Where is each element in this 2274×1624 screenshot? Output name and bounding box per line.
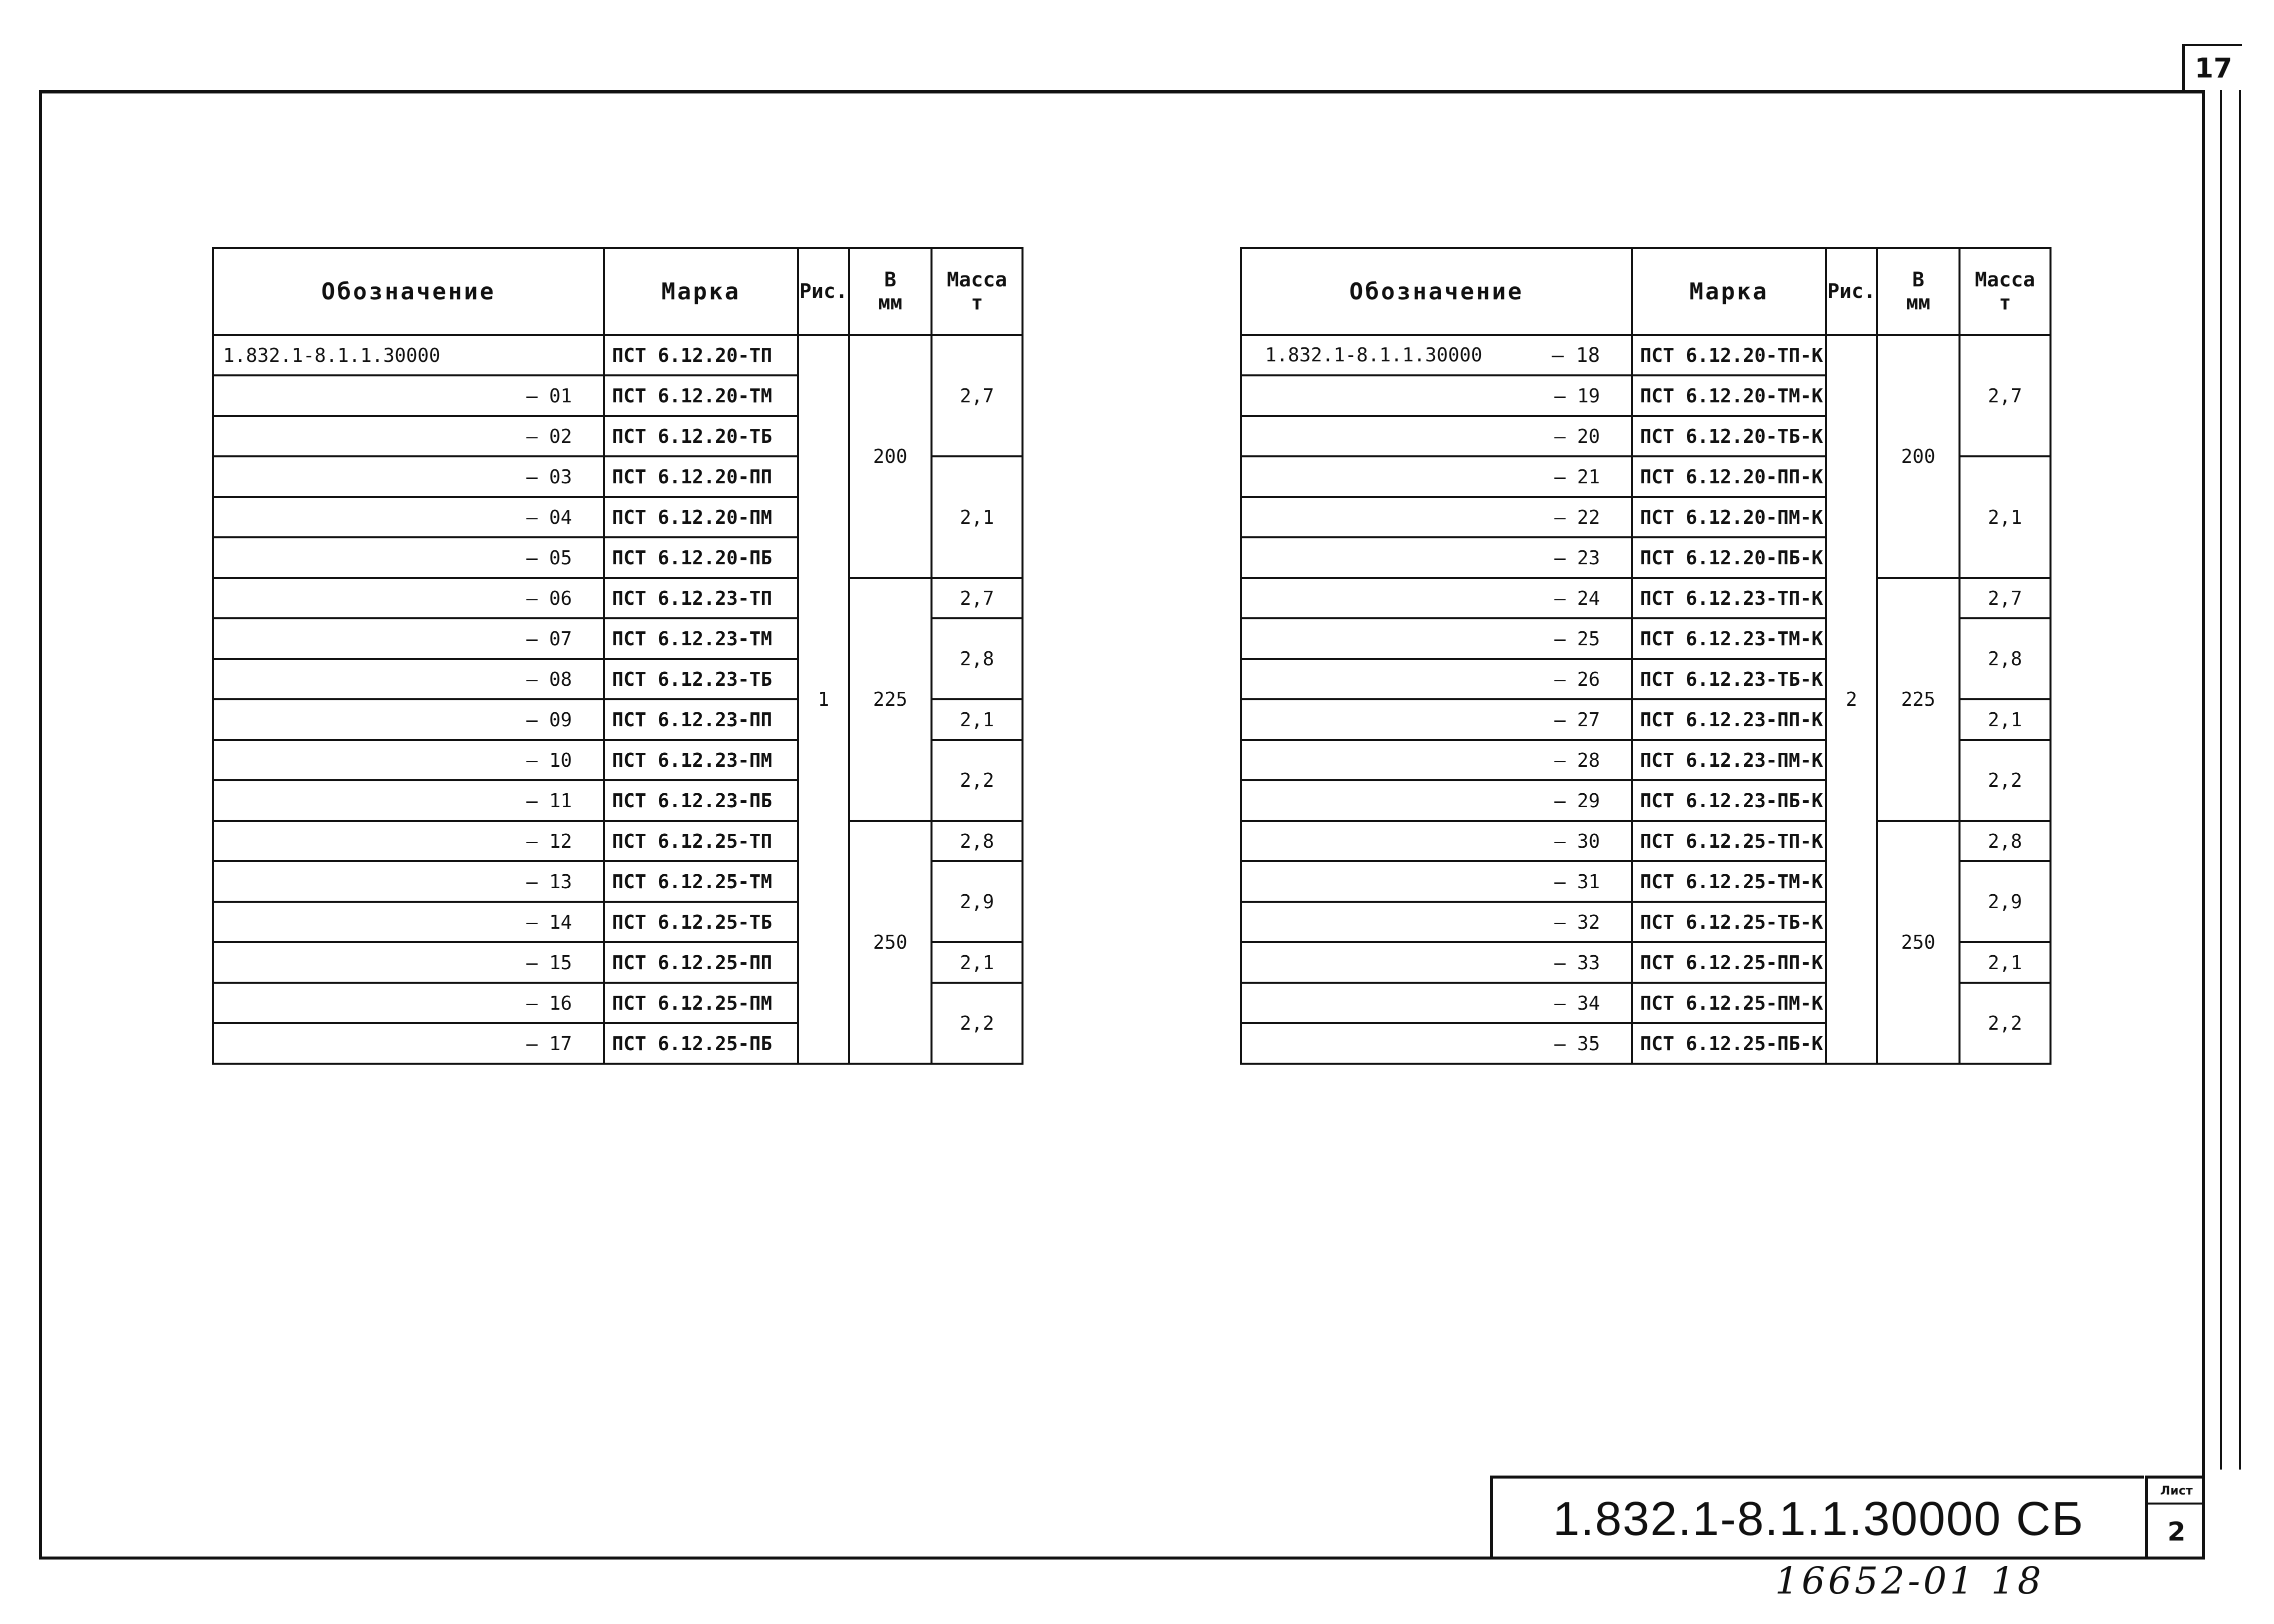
b-cell: 225 bbox=[849, 578, 932, 821]
mark-cell: ПСТ 6.12.23-ПП-К bbox=[1632, 699, 1826, 740]
header-mark: Марка bbox=[604, 248, 798, 335]
designation-cell: – 24 bbox=[1241, 578, 1632, 618]
sheet-label: Лист bbox=[2148, 1479, 2205, 1505]
sheet-edge bbox=[2220, 90, 2241, 1470]
mark-cell: ПСТ 6.12.25-ПП bbox=[604, 942, 798, 983]
mass-cell: 2,1 bbox=[932, 456, 1022, 578]
mass-cell: 2,7 bbox=[932, 335, 1022, 456]
mark-cell: ПСТ 6.12.20-ПМ bbox=[604, 497, 798, 537]
mass-cell: 2,9 bbox=[1960, 861, 2050, 942]
header-mass-unit: т bbox=[970, 291, 984, 314]
handwritten-archive-number: 16652-01 18 bbox=[1775, 1560, 2044, 1603]
designation-cell: – 08 bbox=[213, 659, 604, 699]
designation-cell: – 19 bbox=[1241, 375, 1632, 416]
mark-cell: ПСТ 6.12.20-ПП-К bbox=[1632, 456, 1826, 497]
mark-cell: ПСТ 6.12.20-ПП bbox=[604, 456, 798, 497]
designation-cell: – 21 bbox=[1241, 456, 1632, 497]
mark-cell: ПСТ 6.12.20-ТП bbox=[604, 335, 798, 375]
mark-cell: ПСТ 6.12.25-ПП-К bbox=[1632, 942, 1826, 983]
designation-cell: – 20 bbox=[1241, 416, 1632, 456]
mark-cell: ПСТ 6.12.23-ПБ bbox=[604, 780, 798, 821]
mass-cell: 2,2 bbox=[932, 983, 1022, 1064]
header-designation: Обозначение bbox=[1241, 248, 1632, 335]
designation-cell bbox=[1241, 335, 1632, 375]
table-row bbox=[1241, 821, 2050, 861]
designation-cell: – 17 bbox=[213, 1023, 604, 1064]
designation-cell: – 15 bbox=[213, 942, 604, 983]
mark-cell: ПСТ 6.12.25-ТБ bbox=[604, 902, 798, 942]
mass-cell: 2,7 bbox=[932, 578, 1022, 618]
designation-cell: – 22 bbox=[1241, 497, 1632, 537]
table-row bbox=[213, 821, 1022, 861]
designation-cell: – 04 bbox=[213, 497, 604, 537]
b-cell: 225 bbox=[1877, 578, 1960, 821]
designation-cell: – 13 bbox=[213, 861, 604, 902]
header-mark: Марка bbox=[1632, 248, 1826, 335]
mark-cell: ПСТ 6.12.20-ТМ bbox=[604, 375, 798, 416]
header-mass-unit: т bbox=[1998, 291, 2012, 314]
b-cell: 250 bbox=[849, 821, 932, 1064]
mark-cell: ПСТ 6.12.25-ПБ-К bbox=[1632, 1023, 1826, 1064]
designation-cell: – 29 bbox=[1241, 780, 1632, 821]
mass-cell: 2,1 bbox=[932, 699, 1022, 740]
header-mass bbox=[932, 248, 1022, 335]
mark-cell: ПСТ 6.12.25-ТБ-К bbox=[1632, 902, 1826, 942]
sheet-number: 2 bbox=[2167, 1517, 2186, 1547]
mark-cell: ПСТ 6.12.20-ТБ bbox=[604, 416, 798, 456]
table-row bbox=[1241, 578, 2050, 618]
mark-cell: ПСТ 6.12.25-ПМ bbox=[604, 983, 798, 1023]
designation-cell: – 23 bbox=[1241, 537, 1632, 578]
mass-cell: 2,8 bbox=[932, 618, 1022, 699]
designation-cell: – 07 bbox=[213, 618, 604, 659]
mass-cell: 2,2 bbox=[1960, 983, 2050, 1064]
mass-cell: 2,7 bbox=[1960, 578, 2050, 618]
mass-cell: 2,9 bbox=[932, 861, 1022, 942]
designation-cell: – 09 bbox=[213, 699, 604, 740]
mass-cell: 2,1 bbox=[932, 942, 1022, 983]
table-header-row bbox=[1241, 248, 2050, 335]
table-row bbox=[213, 335, 1022, 375]
mark-cell: ПСТ 6.12.25-ПМ-К bbox=[1632, 983, 1826, 1023]
mass-cell: 2,1 bbox=[1960, 699, 2050, 740]
mark-cell: ПСТ 6.12.25-ТП-К bbox=[1632, 821, 1826, 861]
mass-cell: 2,8 bbox=[932, 821, 1022, 861]
mark-cell: ПСТ 6.12.20-ТМ-К bbox=[1632, 375, 1826, 416]
mark-cell: ПСТ 6.12.23-ТМ bbox=[604, 618, 798, 659]
mark-cell: ПСТ 6.12.23-ПБ-К bbox=[1632, 780, 1826, 821]
table-row bbox=[213, 578, 1022, 618]
header-b-label: В bbox=[1912, 268, 1924, 291]
designation-cell: – 34 bbox=[1241, 983, 1632, 1023]
mark-cell: ПСТ 6.12.23-ПМ-К bbox=[1632, 740, 1826, 780]
mass-cell: 2,2 bbox=[1960, 740, 2050, 821]
header-designation: Обозначение bbox=[213, 248, 604, 335]
designation-cell: – 10 bbox=[213, 740, 604, 780]
designation-cell: – 26 bbox=[1241, 659, 1632, 699]
mark-cell: ПСТ 6.12.23-ТБ bbox=[604, 659, 798, 699]
mass-cell: 2,2 bbox=[932, 740, 1022, 821]
header-mass bbox=[1960, 248, 2050, 335]
mark-cell: ПСТ 6.12.20-ТП-К bbox=[1632, 335, 1826, 375]
mark-cell: ПСТ 6.12.25-ТМ-К bbox=[1632, 861, 1826, 902]
designation-cell: – 27 bbox=[1241, 699, 1632, 740]
designation-cell: – 35 bbox=[1241, 1023, 1632, 1064]
table-row bbox=[1241, 335, 2050, 375]
header-b-unit: мм bbox=[878, 291, 902, 314]
left-spec-table bbox=[212, 247, 1024, 1065]
designation-cell: – 03 bbox=[213, 456, 604, 497]
mark-cell: ПСТ 6.12.25-ТП bbox=[604, 821, 798, 861]
header-b bbox=[849, 248, 932, 335]
mark-cell: ПСТ 6.12.23-ТМ-К bbox=[1632, 618, 1826, 659]
designation-cell: – 32 bbox=[1241, 902, 1632, 942]
table-header-row bbox=[213, 248, 1022, 335]
mark-cell: ПСТ 6.12.23-ПМ bbox=[604, 740, 798, 780]
b-cell: 200 bbox=[1877, 335, 1960, 578]
figure-cell: 1 bbox=[798, 335, 849, 1064]
header-mass-label: Масса bbox=[946, 268, 1008, 291]
header-figure: Рис. bbox=[1826, 248, 1877, 335]
document-code-stamp: 1.832.1-8.1.1.30000 СБ bbox=[1490, 1476, 2144, 1560]
header-b bbox=[1877, 248, 1960, 335]
designation-cell: – 06 bbox=[213, 578, 604, 618]
designation-cell: – 05 bbox=[213, 537, 604, 578]
b-cell: 250 bbox=[1877, 821, 1960, 1064]
mark-cell: ПСТ 6.12.20-ПБ-К bbox=[1632, 537, 1826, 578]
designation-cell: – 33 bbox=[1241, 942, 1632, 983]
designation-cell: – 01 bbox=[213, 375, 604, 416]
designation-cell: – 12 bbox=[213, 821, 604, 861]
designation-cell: – 31 bbox=[1241, 861, 1632, 902]
figure-cell: 2 bbox=[1826, 335, 1877, 1064]
header-b-label: В bbox=[884, 268, 896, 291]
mark-cell: ПСТ 6.12.23-ТП-К bbox=[1632, 578, 1826, 618]
mark-cell: ПСТ 6.12.25-ПБ bbox=[604, 1023, 798, 1064]
designation-cell: – 25 bbox=[1241, 618, 1632, 659]
sheet-box bbox=[2145, 1476, 2205, 1560]
right-spec-table bbox=[1240, 247, 2052, 1065]
b-cell: 200 bbox=[849, 335, 932, 578]
mark-cell: ПСТ 6.12.23-ПП bbox=[604, 699, 798, 740]
mark-cell: ПСТ 6.12.23-ТП bbox=[604, 578, 798, 618]
designation-cell: – 16 bbox=[213, 983, 604, 1023]
page-number: 17 bbox=[2182, 44, 2242, 90]
designation-cell: – 30 bbox=[1241, 821, 1632, 861]
designation-cell: – 14 bbox=[213, 902, 604, 942]
header-figure: Рис. bbox=[798, 248, 849, 335]
designation-suffix: – 18 bbox=[1552, 343, 1600, 367]
designation-cell: – 11 bbox=[213, 780, 604, 821]
mark-cell: ПСТ 6.12.25-ТМ bbox=[604, 861, 798, 902]
mass-cell: 2,7 bbox=[1960, 335, 2050, 456]
designation-cell: 1.832.1-8.1.1.30000 bbox=[213, 335, 604, 375]
mass-cell: 2,1 bbox=[1960, 942, 2050, 983]
designation-cell: – 28 bbox=[1241, 740, 1632, 780]
mass-cell: 2,8 bbox=[1960, 618, 2050, 699]
mass-cell: 2,8 bbox=[1960, 821, 2050, 861]
mark-cell: ПСТ 6.12.20-ПМ-К bbox=[1632, 497, 1826, 537]
mark-cell: ПСТ 6.12.20-ПБ bbox=[604, 537, 798, 578]
mark-cell: ПСТ 6.12.20-ТБ-К bbox=[1632, 416, 1826, 456]
header-mass-label: Масса bbox=[1974, 268, 2036, 291]
mass-cell: 2,1 bbox=[1960, 456, 2050, 578]
mark-cell: ПСТ 6.12.23-ТБ-К bbox=[1632, 659, 1826, 699]
designation-cell: – 02 bbox=[213, 416, 604, 456]
designation-base: 1.832.1-8.1.1.30000 bbox=[1265, 343, 1482, 366]
header-b-unit: мм bbox=[1906, 291, 1930, 314]
